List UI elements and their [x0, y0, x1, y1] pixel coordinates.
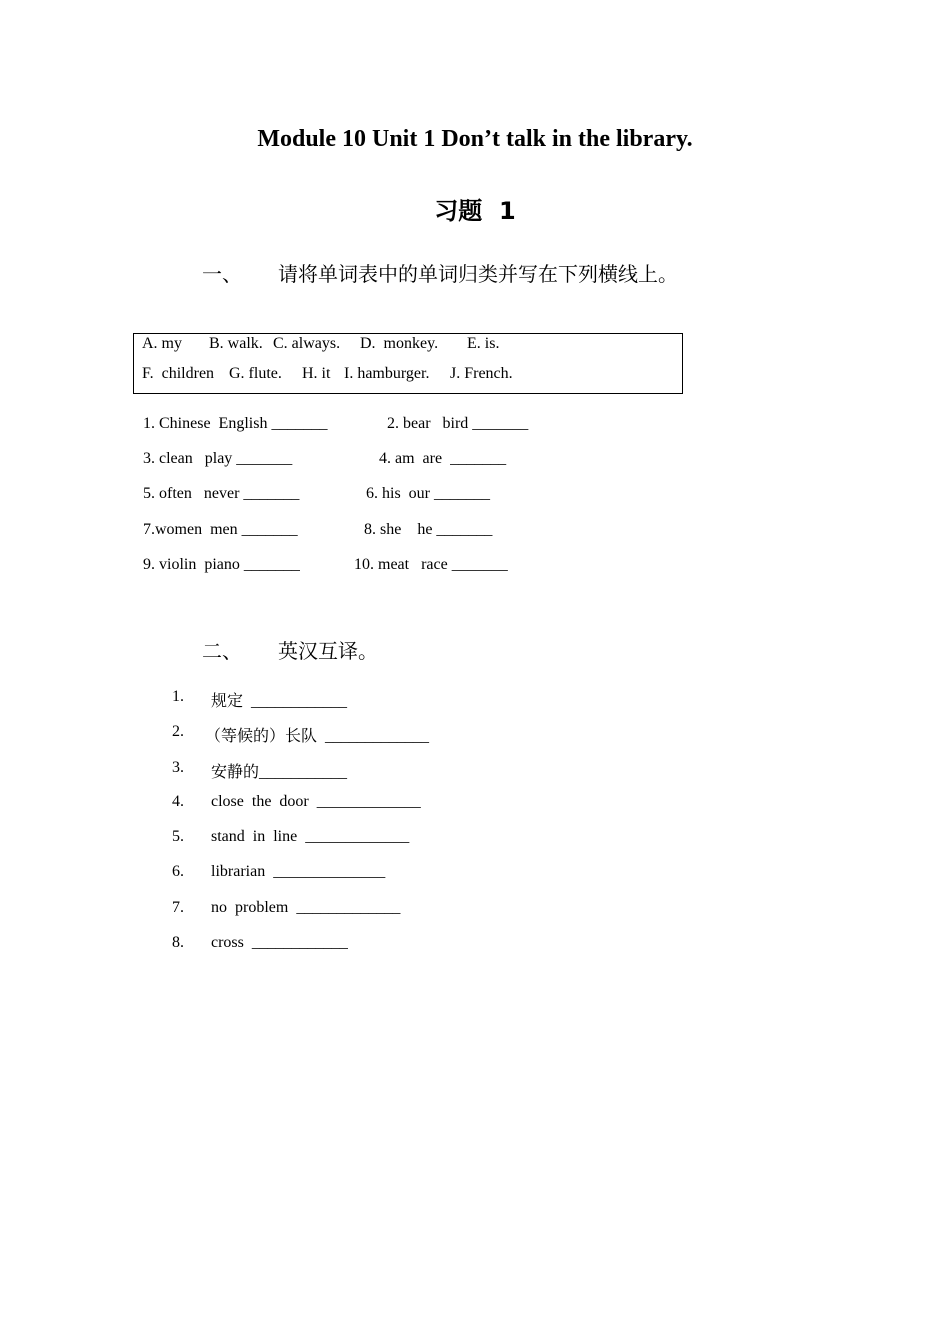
classify-question: 6. his our _______ — [366, 485, 490, 502]
translate-item-number: 5. — [172, 828, 184, 845]
classify-question: 3. clean play _______ — [143, 450, 293, 467]
word-option: H. it — [302, 365, 331, 382]
section2-marker: 二、 — [202, 639, 242, 663]
section1-marker: 一、 — [202, 262, 242, 286]
classify-question: 8. she he _______ — [364, 521, 493, 538]
page-title: Module 10 Unit 1 Don’t talk in the library. — [257, 126, 693, 152]
translate-item-number: 8. — [172, 934, 184, 951]
word-option: I. hamburger. — [344, 365, 430, 382]
word-option: E. is. — [467, 335, 500, 352]
translate-item: close the door _____________ — [211, 793, 421, 810]
translate-item-number: 1. — [172, 688, 184, 705]
word-option: J. French. — [450, 365, 513, 382]
classify-question: 1. Chinese English _______ — [143, 415, 328, 432]
translate-item-number: 7. — [172, 899, 184, 916]
translate-item: no problem _____________ — [211, 899, 401, 916]
classify-question: 5. often never _______ — [143, 485, 300, 502]
word-option: A. my — [142, 335, 182, 352]
translate-item-number: 2. — [172, 723, 184, 740]
section2-instruction: 英汉互译。 — [278, 639, 378, 663]
word-option: C. always. — [273, 335, 341, 352]
translate-item: librarian ______________ — [211, 863, 386, 880]
word-option: G. flute. — [229, 365, 282, 382]
translate-item: 规定 ____________ — [211, 693, 348, 710]
translate-item-number: 6. — [172, 863, 184, 880]
translate-item: （等候的）长队 _____________ — [205, 728, 430, 745]
translate-item: 安静的___________ — [211, 764, 348, 781]
classify-question: 10. meat race _______ — [354, 556, 508, 573]
word-option: B. walk. — [209, 335, 263, 352]
word-option: D. monkey. — [360, 335, 439, 352]
section1-instruction: 请将单词表中的单词归类并写在下列横线上。 — [278, 262, 678, 286]
classify-question: 9. violin piano _______ — [143, 556, 300, 573]
classify-question: 7.women men _______ — [143, 521, 298, 538]
translate-item: cross ____________ — [211, 934, 348, 951]
classify-question: 4. am are _______ — [379, 450, 507, 467]
translate-item-number: 4. — [172, 793, 184, 810]
word-option: F. children — [142, 365, 215, 382]
translate-item: stand in line _____________ — [211, 828, 410, 845]
translate-item-number: 3. — [172, 759, 184, 776]
classify-question: 2. bear bird _______ — [387, 415, 529, 432]
exercise-subtitle: 习题 1 — [434, 197, 516, 225]
